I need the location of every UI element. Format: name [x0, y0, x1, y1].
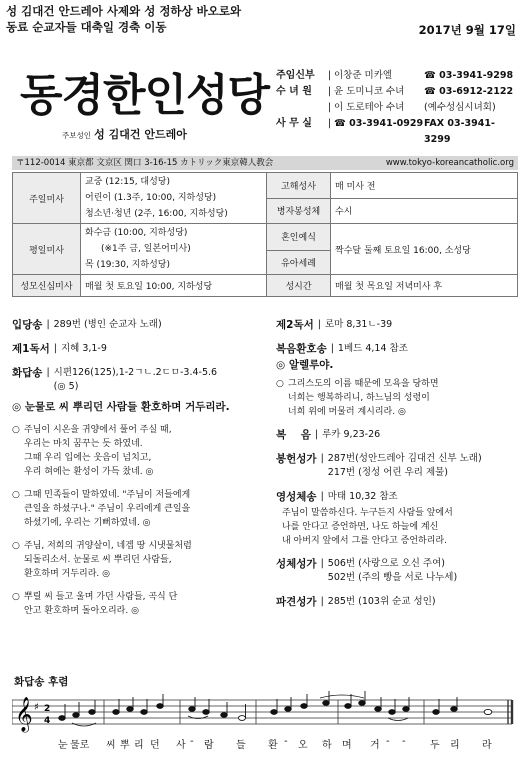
bulletin-feast-title — [6, 3, 241, 35]
offertory-hymn: 봉헌성가 | 287번(성안드레아 김대건 신부 노래) 217번 (정성 어린 우리 제물) — [276, 453, 482, 478]
recessional-hymn: 파견성가 | 285번 (103위 순교 성인) — [276, 596, 436, 608]
patron-name: 성 김대건 안드레아 — [94, 128, 187, 141]
responsorial-psalm: 화답송 | 시편126(125),1-2ㄱㄴ.2ㄷㅁ-3.4-5.6 (◎ 5) — [12, 367, 218, 392]
parish-logo: 동경한인성당 — [20, 70, 270, 121]
liturgy-left-column — [12, 318, 262, 627]
bulletin-date: 2017년 9월 17일 — [418, 23, 516, 37]
sick-communion-label: 병자봉성체 — [267, 198, 331, 224]
contact-row: 수 녀 원 | 윤 도미니코 수녀 ☎ 03-6912-2122 — [276, 84, 516, 100]
wedding-baptism-value: 짝수달 둘째 토요일 16:00, 소성당 — [331, 224, 518, 275]
sunday-mass-label: 주일미사 — [13, 173, 81, 224]
marian-mass-label: 성모신심미사 — [13, 275, 81, 297]
acclamation-verse: ○ 그리스도의 이름 때문에 모욕을 당하면 너희는 행복하리니, 하느님의 성령이 너희 위에 머물러 계시리라. ◎ — [276, 379, 439, 417]
confession-label: 고해성사 — [267, 173, 331, 199]
confession-value: 매 미사 전 — [331, 173, 518, 199]
contact-label — [276, 100, 328, 116]
weekday-mass-label: 평일미사 — [13, 224, 81, 275]
psalm-response: ◎ 눈물로 씨 뿌리던 사람들 환호하며 거두리라. — [12, 401, 230, 413]
wedding-label: 혼인예식 — [267, 224, 331, 251]
first-reading: 제1독서 | 지혜 3,1-9 — [12, 343, 107, 355]
contact-name: 이창준 미카엘 — [334, 70, 393, 81]
svg-text:4: 4 — [44, 716, 51, 726]
contact-info — [276, 68, 516, 148]
svg-text:2: 2 — [44, 704, 51, 714]
second-reading: 제2독서 | 로마 8,31ㄴ-39 — [276, 319, 393, 331]
contact-row: 주임신부 | 이창준 미카엘 ☎ 03-3941-9298 — [276, 68, 516, 84]
postal-address: 〒112-0014 東京都 文京区 関口 3-16-15 カトリック東京韓人教会 — [16, 158, 274, 168]
address-bar — [12, 156, 518, 170]
sick-communion-value: 수시 — [331, 198, 518, 224]
psalm-verse: ○ 주님, 저희의 귀양살이, 네겝 땅 시냇물처럼 되돌리소서. 눈물로 씨 뿌리던 사람들, 환호하며 거두리라. ◎ — [12, 541, 192, 579]
contact-phone: (예수성심시녀회) — [424, 102, 496, 113]
feast-title-line-1: 성 김대건 안드레아 사제와 성 정하상 바오로와 — [6, 4, 242, 18]
marian-mass-value: 매월 첫 토요일 10:00, 지하성당 — [81, 275, 267, 297]
gospel-acclamation: 복음환호송 | 1베드 4,14 참조 — [276, 343, 408, 355]
communion-antiphon-text: 주님이 말씀하신다. 누구든지 사람들 앞에서 나를 안다고 증언하면, 나도 하늘에 계신 내 아버지 앞에서 그를 안다고 증언하리라. — [282, 508, 453, 546]
contact-label: 주임신부 — [276, 70, 315, 81]
holy-hour-value: 매월 첫 목요일 저녁미사 후 — [331, 275, 518, 297]
svg-text:♯: ♯ — [34, 702, 39, 713]
sunday-mass-times: 교중 (12:15, 대성당) 어린이 (1.3주, 10:00, 지하성당) 청소년·청년 (2주, 16:00, 지하성당) — [81, 173, 267, 224]
holy-hour-label: 성시간 — [267, 275, 331, 297]
refrain-title: 화답송 후렴 — [14, 676, 69, 688]
psalm-verse: ○ 그때 민족들이 말하였네. "주님이 저들에게 큰일을 하셨구나." 주님이 우리에게 큰일을 하셨기에, 우리는 기뻐하였네. ◎ — [12, 490, 191, 528]
contact-phone: FAX 03-3941-3299 — [424, 118, 495, 145]
psalm-verse: ○ 주님이 시온을 귀양에서 풀어 주실 때, 우리는 마치 꿈꾸는 듯 하였네. 그때 우리 입에는 웃음이 넘치고, 우리 혀에는 환성이 가득 찼네. ◎ — [12, 425, 172, 477]
contact-name: 이 도로테아 수녀 — [334, 102, 405, 113]
communion-hymn: 성체성가 | 506번 (사랑으로 오신 주여) 502번 (주의 빵을 서로 나누세) — [276, 558, 458, 583]
treble-clef-icon: 𝄞 — [15, 697, 33, 732]
music-staff — [12, 690, 518, 736]
gospel: 복 음 | 루카 9,23-26 — [276, 429, 381, 441]
feast-title-line-2: 동료 순교자들 대축일 경축 이동 — [6, 20, 167, 34]
mass-schedule-table — [12, 172, 518, 297]
contact-row: 사 무 실 | ☎ 03-3941-0929 FAX 03-3941-3299 — [276, 116, 516, 148]
website-link[interactable]: www.tokyo-koreancatholic.org — [385, 158, 514, 168]
contact-label: 수 녀 원 — [276, 86, 312, 97]
patron-saint — [62, 126, 187, 142]
contact-phone: ☎ 03-3941-9298 — [424, 70, 514, 81]
contact-row: | 이 도로테아 수녀 (예수성심시녀회) — [276, 100, 516, 116]
weekday-mass-times: 화수금 (10:00, 지하성당) (※1주 금, 일본어미사) 목 (19:30, 지하성당) — [81, 224, 267, 275]
contact-name: 윤 도미니코 수녀 — [334, 86, 405, 97]
liturgy-right-column — [276, 318, 520, 619]
psalm-verse: ○ 뿌릴 씨 들고 울며 가던 사람들, 곡식 단 안고 환호하며 돌아오리라. ◎ — [12, 592, 178, 616]
contact-name: ☎ 03-3941-0929 — [334, 118, 424, 129]
communion-antiphon: 영성체송 | 마태 10,32 참조 — [276, 491, 398, 503]
patron-prefix: 주보성인 — [62, 131, 91, 140]
entrance-hymn: 입당송 | 289번 (병인 순교자 노래) — [12, 319, 162, 331]
alleluia: ◎ 알렐루야. — [276, 359, 334, 371]
contact-phone: ☎ 03-6912-2122 — [424, 86, 514, 97]
infant-baptism-label: 유아세례 — [267, 250, 331, 274]
contact-label: 사 무 실 — [276, 118, 312, 129]
